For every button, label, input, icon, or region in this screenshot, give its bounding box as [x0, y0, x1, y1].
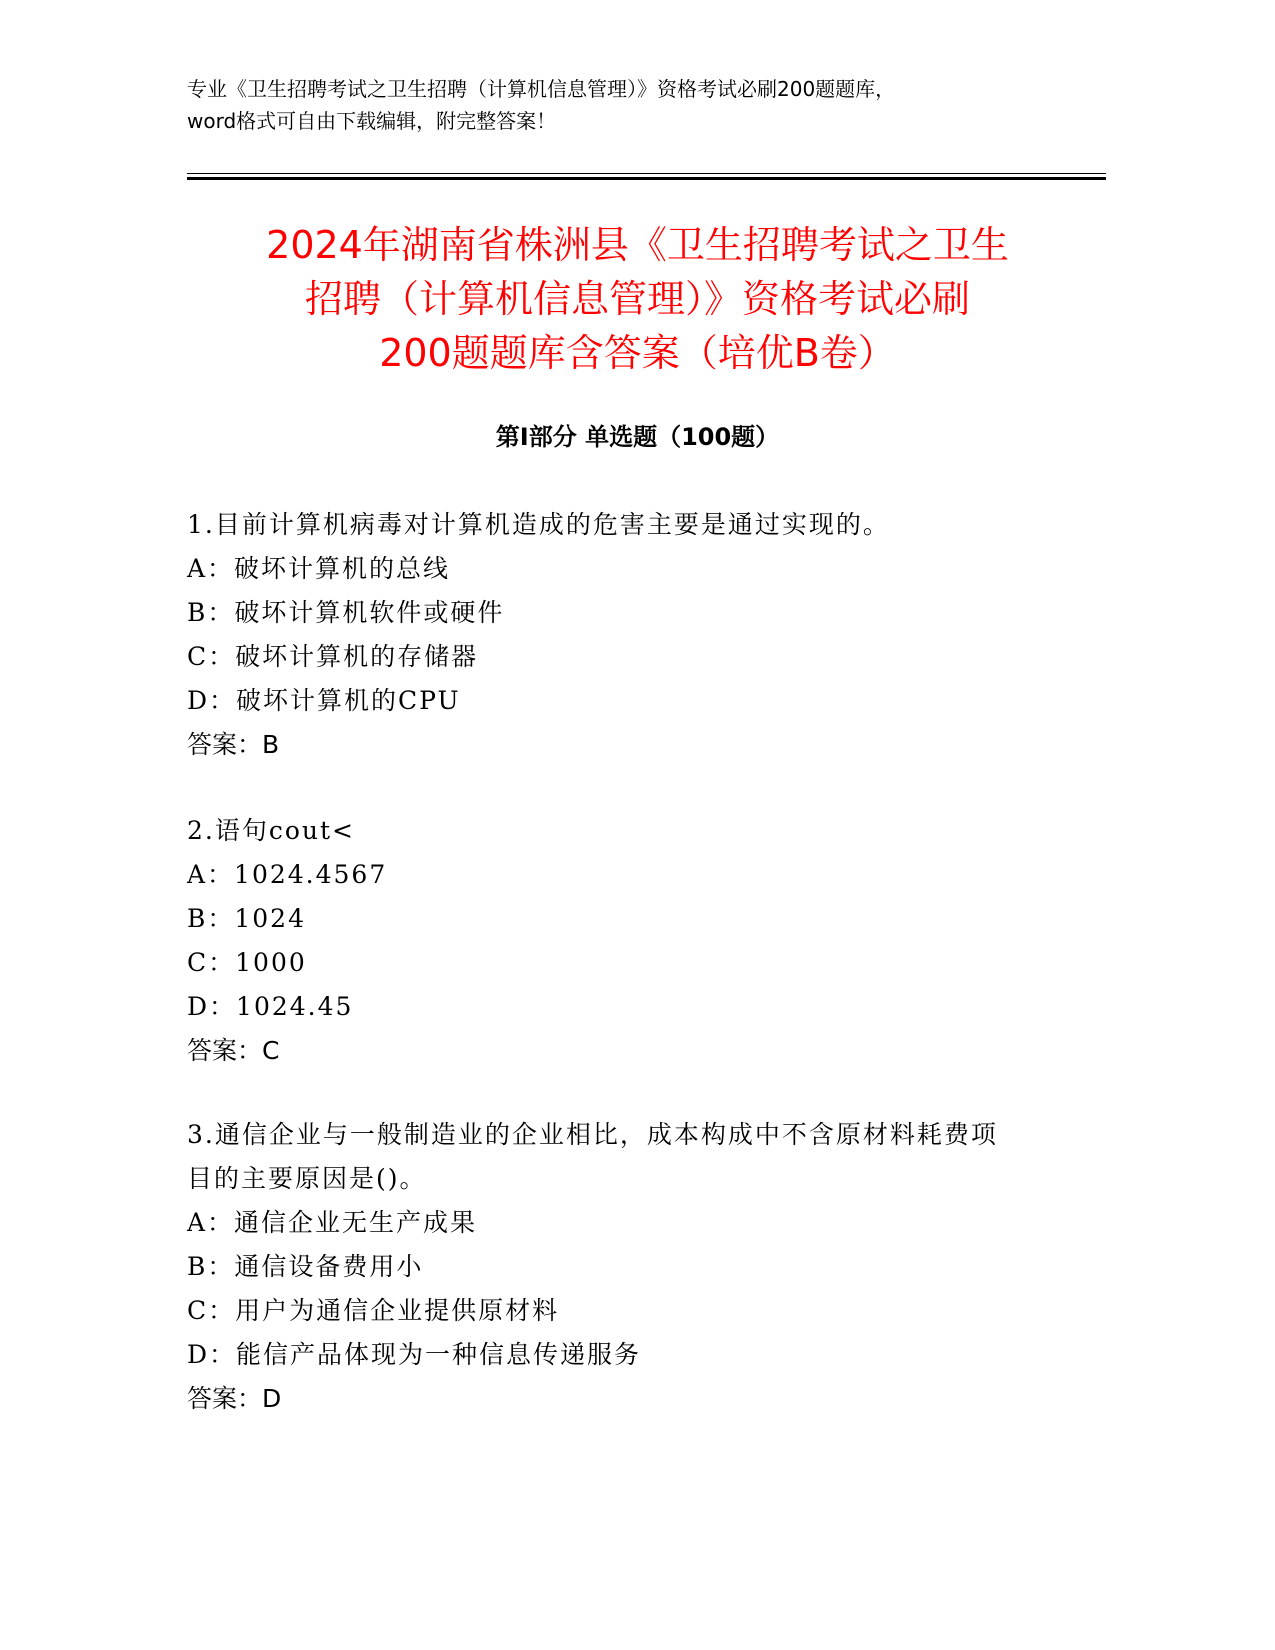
option-d: D：破坏计算机的CPU	[187, 686, 461, 715]
question-stem-line: 目的主要原因是()。	[187, 1164, 427, 1193]
option-c: C：1000	[187, 948, 307, 977]
divider-thin-line	[187, 173, 1106, 174]
option-a: A：通信企业无生产成果	[187, 1208, 478, 1237]
question-stem	[187, 503, 1087, 547]
option-c: C：破坏计算机的存储器	[187, 642, 479, 671]
title-line: 200题题库含答案（培优B卷）	[379, 331, 896, 375]
question-stem-line: 3.通信企业与一般制造业的企业相比，成本构成中不含原材料耗费项	[187, 1120, 998, 1149]
header-note-line: 专业《卫生招聘考试之卫生招聘（计算机信息管理）》资格考试必刷200题题库，	[187, 77, 896, 101]
divider-thick-line	[187, 177, 1106, 180]
header-divider	[187, 173, 1106, 181]
option-b: B：通信设备费用小	[187, 1252, 424, 1281]
title-line: 2024年湖南省株洲县《卫生招聘考试之卫生	[266, 223, 1009, 267]
question-stem	[187, 809, 1087, 853]
answer-line: 答案：B	[187, 730, 280, 759]
option-b: B：破坏计算机软件或硬件	[187, 598, 505, 627]
question-item	[187, 809, 1087, 1073]
header-note-line: word格式可自由下载编辑，附完整答案！	[187, 109, 557, 133]
answer-line: 答案：D	[187, 1384, 282, 1413]
document-title	[150, 218, 1125, 380]
option-d: D：1024.45	[187, 992, 354, 1021]
option-b: B：1024	[187, 904, 306, 933]
question-stem-line: 1.目前计算机病毒对计算机造成的危害主要是通过实现的。	[187, 510, 890, 539]
question-item	[187, 503, 1087, 767]
section-heading: 第Ⅰ部分 单选题（100题）	[495, 423, 780, 451]
header-note	[187, 73, 1087, 137]
option-c: C：用户为通信企业提供原材料	[187, 1296, 560, 1325]
option-d: D：能信产品体现为一种信息传递服务	[187, 1340, 642, 1369]
title-line: 招聘（计算机信息管理）》资格考试必刷	[304, 277, 970, 321]
option-a: A：破坏计算机的总线	[187, 554, 451, 583]
question-item	[187, 1113, 1087, 1421]
question-stem	[187, 1113, 1087, 1201]
answer-line: 答案：C	[187, 1036, 280, 1065]
option-a: A：1024.4567	[187, 860, 388, 889]
question-stem-line: 2.语句cout<	[187, 816, 356, 845]
